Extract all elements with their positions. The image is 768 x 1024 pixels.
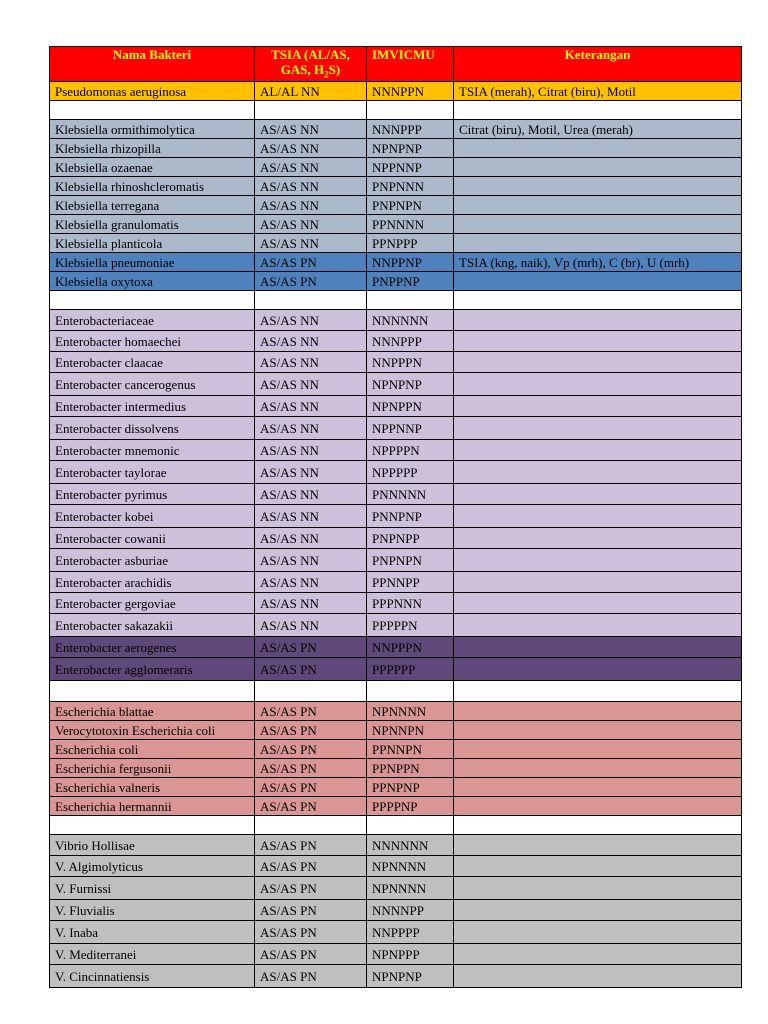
cell-tsia: AS/AS PN bbox=[255, 944, 367, 965]
table-row bbox=[50, 417, 742, 440]
cell-imvicmu: PNPNPN bbox=[367, 549, 454, 572]
cell-keterangan bbox=[454, 215, 742, 234]
cell-nama-bakteri: Escherichia blattae bbox=[50, 702, 255, 721]
table-row bbox=[50, 572, 742, 593]
cell-nama-bakteri bbox=[50, 681, 255, 702]
cell-keterangan bbox=[454, 921, 742, 944]
cell-nama-bakteri: V. Furnissi bbox=[50, 877, 255, 900]
table-row bbox=[50, 215, 742, 234]
header-tsia-main: TSIA (AL/AS, GAS, H bbox=[271, 47, 350, 77]
cell-keterangan bbox=[454, 234, 742, 253]
cell-imvicmu: NNPPNP bbox=[367, 253, 454, 272]
cell-keterangan bbox=[454, 549, 742, 572]
cell-nama-bakteri: Verocytotoxin Escherichia coli bbox=[50, 721, 255, 740]
header-keterangan: Keterangan bbox=[454, 47, 742, 82]
header-tsia bbox=[255, 47, 367, 82]
cell-nama-bakteri: Enterobacter gergoviae bbox=[50, 593, 255, 614]
cell-nama-bakteri: Enterobacter agglomeraris bbox=[50, 658, 255, 681]
cell-tsia: AS/AS NN bbox=[255, 120, 367, 139]
table-row bbox=[50, 702, 742, 721]
table-row bbox=[50, 856, 742, 877]
cell-tsia: AS/AS NN bbox=[255, 310, 367, 331]
cell-nama-bakteri: Klebsiella pneumoniae bbox=[50, 253, 255, 272]
spacer-row bbox=[50, 681, 742, 702]
cell-tsia: AS/AS NN bbox=[255, 417, 367, 440]
cell-imvicmu bbox=[367, 816, 454, 835]
table-row bbox=[50, 921, 742, 944]
table-row bbox=[50, 177, 742, 196]
table-row bbox=[50, 658, 742, 681]
cell-imvicmu: NNNNPP bbox=[367, 900, 454, 921]
table-row bbox=[50, 835, 742, 856]
cell-keterangan bbox=[454, 484, 742, 505]
table-row bbox=[50, 797, 742, 816]
cell-keterangan bbox=[454, 528, 742, 549]
cell-keterangan bbox=[454, 461, 742, 484]
cell-keterangan bbox=[454, 721, 742, 740]
cell-tsia: AS/AS PN bbox=[255, 778, 367, 797]
cell-keterangan bbox=[454, 778, 742, 797]
cell-keterangan bbox=[454, 177, 742, 196]
cell-tsia: AS/AS NN bbox=[255, 158, 367, 177]
cell-tsia: AS/AS PN bbox=[255, 721, 367, 740]
cell-tsia bbox=[255, 101, 367, 120]
table-row bbox=[50, 778, 742, 797]
cell-imvicmu: PNPNPN bbox=[367, 196, 454, 215]
cell-nama-bakteri: Enterobacter arachidis bbox=[50, 572, 255, 593]
cell-imvicmu bbox=[367, 681, 454, 702]
cell-nama-bakteri: Klebsiella planticola bbox=[50, 234, 255, 253]
table-row bbox=[50, 614, 742, 637]
table-row bbox=[50, 965, 742, 988]
cell-keterangan bbox=[454, 702, 742, 721]
cell-nama-bakteri: V. Cincinnatiensis bbox=[50, 965, 255, 988]
cell-nama-bakteri: Enterobacter cancerogenus bbox=[50, 373, 255, 396]
cell-keterangan bbox=[454, 835, 742, 856]
cell-imvicmu: NPPPPN bbox=[367, 440, 454, 461]
cell-tsia bbox=[255, 291, 367, 310]
cell-keterangan bbox=[454, 396, 742, 417]
cell-tsia: AS/AS PN bbox=[255, 877, 367, 900]
cell-keterangan bbox=[454, 658, 742, 681]
cell-nama-bakteri: Vibrio Hollisae bbox=[50, 835, 255, 856]
cell-tsia: AS/AS NN bbox=[255, 461, 367, 484]
cell-imvicmu: PPNPPN bbox=[367, 759, 454, 778]
cell-tsia: AS/AS NN bbox=[255, 331, 367, 352]
cell-tsia: AS/AS NN bbox=[255, 549, 367, 572]
cell-keterangan bbox=[454, 196, 742, 215]
cell-tsia: AS/AS NN bbox=[255, 505, 367, 528]
cell-keterangan bbox=[454, 373, 742, 396]
cell-tsia: AS/AS PN bbox=[255, 759, 367, 778]
cell-imvicmu: PPNPPP bbox=[367, 234, 454, 253]
cell-tsia: AL/AL NN bbox=[255, 82, 367, 101]
cell-tsia: AS/AS NN bbox=[255, 396, 367, 417]
cell-keterangan bbox=[454, 816, 742, 835]
table-row bbox=[50, 373, 742, 396]
cell-keterangan bbox=[454, 740, 742, 759]
cell-imvicmu: NNNNNN bbox=[367, 310, 454, 331]
cell-nama-bakteri: Enterobacter claacae bbox=[50, 352, 255, 373]
cell-keterangan bbox=[454, 331, 742, 352]
cell-imvicmu: PPNNNN bbox=[367, 215, 454, 234]
table-row bbox=[50, 139, 742, 158]
table-row bbox=[50, 396, 742, 417]
cell-tsia: AS/AS NN bbox=[255, 139, 367, 158]
cell-keterangan bbox=[454, 614, 742, 637]
cell-keterangan: TSIA (merah), Citrat (biru), Motil bbox=[454, 82, 742, 101]
cell-nama-bakteri: Enterobacter homaechei bbox=[50, 331, 255, 352]
table-row bbox=[50, 637, 742, 658]
cell-nama-bakteri: Klebsiella ozaenae bbox=[50, 158, 255, 177]
cell-imvicmu: NPNPPP bbox=[367, 944, 454, 965]
cell-imvicmu: PNNPNP bbox=[367, 505, 454, 528]
cell-keterangan bbox=[454, 505, 742, 528]
table-row bbox=[50, 549, 742, 572]
cell-imvicmu: NPNPNP bbox=[367, 139, 454, 158]
cell-nama-bakteri: Escherichia coli bbox=[50, 740, 255, 759]
cell-tsia: AS/AS PN bbox=[255, 253, 367, 272]
cell-tsia: AS/AS NN bbox=[255, 196, 367, 215]
table-row bbox=[50, 310, 742, 331]
table-row bbox=[50, 440, 742, 461]
cell-nama-bakteri: V. Algimolyticus bbox=[50, 856, 255, 877]
cell-imvicmu: NNNPPP bbox=[367, 331, 454, 352]
table-row bbox=[50, 253, 742, 272]
cell-imvicmu: NPNPNP bbox=[367, 373, 454, 396]
table-body bbox=[50, 82, 742, 988]
cell-imvicmu: PPNNPN bbox=[367, 740, 454, 759]
cell-nama-bakteri: V. Fluvialis bbox=[50, 900, 255, 921]
table-row bbox=[50, 740, 742, 759]
header-nama-bakteri: Nama Bakteri bbox=[50, 47, 255, 82]
cell-imvicmu: NNNNNN bbox=[367, 835, 454, 856]
cell-imvicmu: PPPPPN bbox=[367, 614, 454, 637]
cell-tsia: AS/AS NN bbox=[255, 614, 367, 637]
cell-tsia: AS/AS PN bbox=[255, 921, 367, 944]
cell-nama-bakteri: Klebsiella ormithimolytica bbox=[50, 120, 255, 139]
cell-keterangan bbox=[454, 139, 742, 158]
header-tsia-sub: 2 bbox=[324, 69, 329, 80]
cell-nama-bakteri: Enterobacter sakazakii bbox=[50, 614, 255, 637]
cell-tsia: AS/AS PN bbox=[255, 856, 367, 877]
cell-imvicmu: PNPPNP bbox=[367, 272, 454, 291]
cell-keterangan bbox=[454, 759, 742, 778]
cell-keterangan bbox=[454, 417, 742, 440]
cell-keterangan bbox=[454, 291, 742, 310]
cell-nama-bakteri: Enterobacter aerogenes bbox=[50, 637, 255, 658]
cell-tsia: AS/AS NN bbox=[255, 528, 367, 549]
table-row bbox=[50, 158, 742, 177]
cell-imvicmu: PPPPPP bbox=[367, 658, 454, 681]
spacer-row bbox=[50, 816, 742, 835]
cell-imvicmu: NPNNNN bbox=[367, 702, 454, 721]
cell-nama-bakteri: Escherichia valneris bbox=[50, 778, 255, 797]
cell-nama-bakteri: Enterobacter dissolvens bbox=[50, 417, 255, 440]
cell-imvicmu: NNNPPN bbox=[367, 82, 454, 101]
table-row bbox=[50, 196, 742, 215]
cell-imvicmu: NPNPPN bbox=[367, 396, 454, 417]
cell-nama-bakteri: V. Inaba bbox=[50, 921, 255, 944]
cell-nama-bakteri: Klebsiella rhizopilla bbox=[50, 139, 255, 158]
cell-tsia: AS/AS NN bbox=[255, 177, 367, 196]
cell-tsia: AS/AS PN bbox=[255, 658, 367, 681]
cell-imvicmu: NNPPPN bbox=[367, 637, 454, 658]
cell-imvicmu bbox=[367, 291, 454, 310]
cell-nama-bakteri: Enterobacter cowanii bbox=[50, 528, 255, 549]
cell-imvicmu: PPPNNN bbox=[367, 593, 454, 614]
cell-keterangan: Citrat (biru), Motil, Urea (merah) bbox=[454, 120, 742, 139]
table-row bbox=[50, 82, 742, 101]
cell-imvicmu: NPPPPP bbox=[367, 461, 454, 484]
cell-nama-bakteri bbox=[50, 101, 255, 120]
table-row bbox=[50, 461, 742, 484]
table-row bbox=[50, 272, 742, 291]
cell-tsia: AS/AS NN bbox=[255, 373, 367, 396]
cell-keterangan bbox=[454, 637, 742, 658]
table-row bbox=[50, 721, 742, 740]
cell-nama-bakteri: Klebsiella terregana bbox=[50, 196, 255, 215]
cell-imvicmu: NNPPPN bbox=[367, 352, 454, 373]
cell-nama-bakteri: V. Mediterranei bbox=[50, 944, 255, 965]
cell-tsia: AS/AS PN bbox=[255, 965, 367, 988]
cell-keterangan bbox=[454, 797, 742, 816]
cell-imvicmu: NPPNNP bbox=[367, 158, 454, 177]
cell-keterangan bbox=[454, 440, 742, 461]
cell-imvicmu: PPNNPP bbox=[367, 572, 454, 593]
table-row bbox=[50, 900, 742, 921]
cell-nama-bakteri: Enterobacter intermedius bbox=[50, 396, 255, 417]
table-row bbox=[50, 505, 742, 528]
cell-imvicmu: NNNPPP bbox=[367, 120, 454, 139]
cell-keterangan bbox=[454, 158, 742, 177]
cell-keterangan bbox=[454, 272, 742, 291]
table-row bbox=[50, 528, 742, 549]
table-row bbox=[50, 484, 742, 505]
cell-keterangan bbox=[454, 900, 742, 921]
cell-keterangan: TSIA (kng, naik), Vp (mrh), C (br), U (mrh) bbox=[454, 253, 742, 272]
cell-tsia: AS/AS NN bbox=[255, 215, 367, 234]
cell-keterangan bbox=[454, 352, 742, 373]
cell-keterangan bbox=[454, 877, 742, 900]
cell-nama-bakteri: Enterobacter mnemonic bbox=[50, 440, 255, 461]
cell-tsia bbox=[255, 681, 367, 702]
table-row bbox=[50, 352, 742, 373]
table-row bbox=[50, 331, 742, 352]
cell-tsia: AS/AS NN bbox=[255, 440, 367, 461]
cell-nama-bakteri: Enterobacteriaceae bbox=[50, 310, 255, 331]
cell-imvicmu: PPPPNP bbox=[367, 797, 454, 816]
cell-nama-bakteri: Escherichia fergusonii bbox=[50, 759, 255, 778]
cell-keterangan bbox=[454, 310, 742, 331]
cell-tsia: AS/AS PN bbox=[255, 797, 367, 816]
cell-tsia: AS/AS PN bbox=[255, 702, 367, 721]
cell-imvicmu: NPPNNP bbox=[367, 417, 454, 440]
table-header-row bbox=[50, 47, 742, 82]
table-row bbox=[50, 120, 742, 139]
cell-tsia: AS/AS NN bbox=[255, 234, 367, 253]
cell-tsia: AS/AS PN bbox=[255, 637, 367, 658]
cell-keterangan bbox=[454, 944, 742, 965]
cell-nama-bakteri: Klebsiella rhinoshcleromatis bbox=[50, 177, 255, 196]
cell-imvicmu: NPNNPN bbox=[367, 721, 454, 740]
cell-imvicmu bbox=[367, 101, 454, 120]
cell-nama-bakteri bbox=[50, 291, 255, 310]
cell-imvicmu: PNPNNN bbox=[367, 177, 454, 196]
cell-nama-bakteri: Klebsiella oxytoxa bbox=[50, 272, 255, 291]
table-row bbox=[50, 759, 742, 778]
cell-keterangan bbox=[454, 856, 742, 877]
cell-tsia: AS/AS PN bbox=[255, 835, 367, 856]
cell-nama-bakteri: Enterobacter asburiae bbox=[50, 549, 255, 572]
table-row bbox=[50, 877, 742, 900]
cell-tsia: AS/AS PN bbox=[255, 740, 367, 759]
cell-nama-bakteri: Escherichia hermannii bbox=[50, 797, 255, 816]
cell-imvicmu: PPNPNP bbox=[367, 778, 454, 797]
cell-nama-bakteri: Klebsiella granulomatis bbox=[50, 215, 255, 234]
table-row bbox=[50, 944, 742, 965]
cell-tsia: AS/AS NN bbox=[255, 593, 367, 614]
cell-keterangan bbox=[454, 593, 742, 614]
cell-keterangan bbox=[454, 572, 742, 593]
bacteria-table bbox=[49, 46, 742, 988]
spacer-row bbox=[50, 291, 742, 310]
cell-tsia: AS/AS PN bbox=[255, 272, 367, 291]
cell-nama-bakteri bbox=[50, 816, 255, 835]
header-imvicmu: IMVICMU bbox=[367, 47, 454, 82]
table-row bbox=[50, 593, 742, 614]
cell-imvicmu: NPNNNN bbox=[367, 877, 454, 900]
cell-imvicmu: NNPPPP bbox=[367, 921, 454, 944]
cell-nama-bakteri: Enterobacter kobei bbox=[50, 505, 255, 528]
header-tsia-end: S) bbox=[328, 62, 341, 77]
cell-keterangan bbox=[454, 101, 742, 120]
cell-imvicmu: PNNNNN bbox=[367, 484, 454, 505]
cell-tsia: AS/AS NN bbox=[255, 484, 367, 505]
cell-imvicmu: NPNNNN bbox=[367, 856, 454, 877]
cell-nama-bakteri: Pseudomonas aeruginosa bbox=[50, 82, 255, 101]
cell-nama-bakteri: Enterobacter taylorae bbox=[50, 461, 255, 484]
table-row bbox=[50, 234, 742, 253]
cell-keterangan bbox=[454, 965, 742, 988]
cell-tsia bbox=[255, 816, 367, 835]
spacer-row bbox=[50, 101, 742, 120]
cell-tsia: AS/AS PN bbox=[255, 900, 367, 921]
cell-tsia: AS/AS NN bbox=[255, 572, 367, 593]
cell-keterangan bbox=[454, 681, 742, 702]
cell-tsia: AS/AS NN bbox=[255, 352, 367, 373]
cell-imvicmu: NPNPNP bbox=[367, 965, 454, 988]
cell-nama-bakteri: Enterobacter pyrimus bbox=[50, 484, 255, 505]
cell-imvicmu: PNPNPP bbox=[367, 528, 454, 549]
